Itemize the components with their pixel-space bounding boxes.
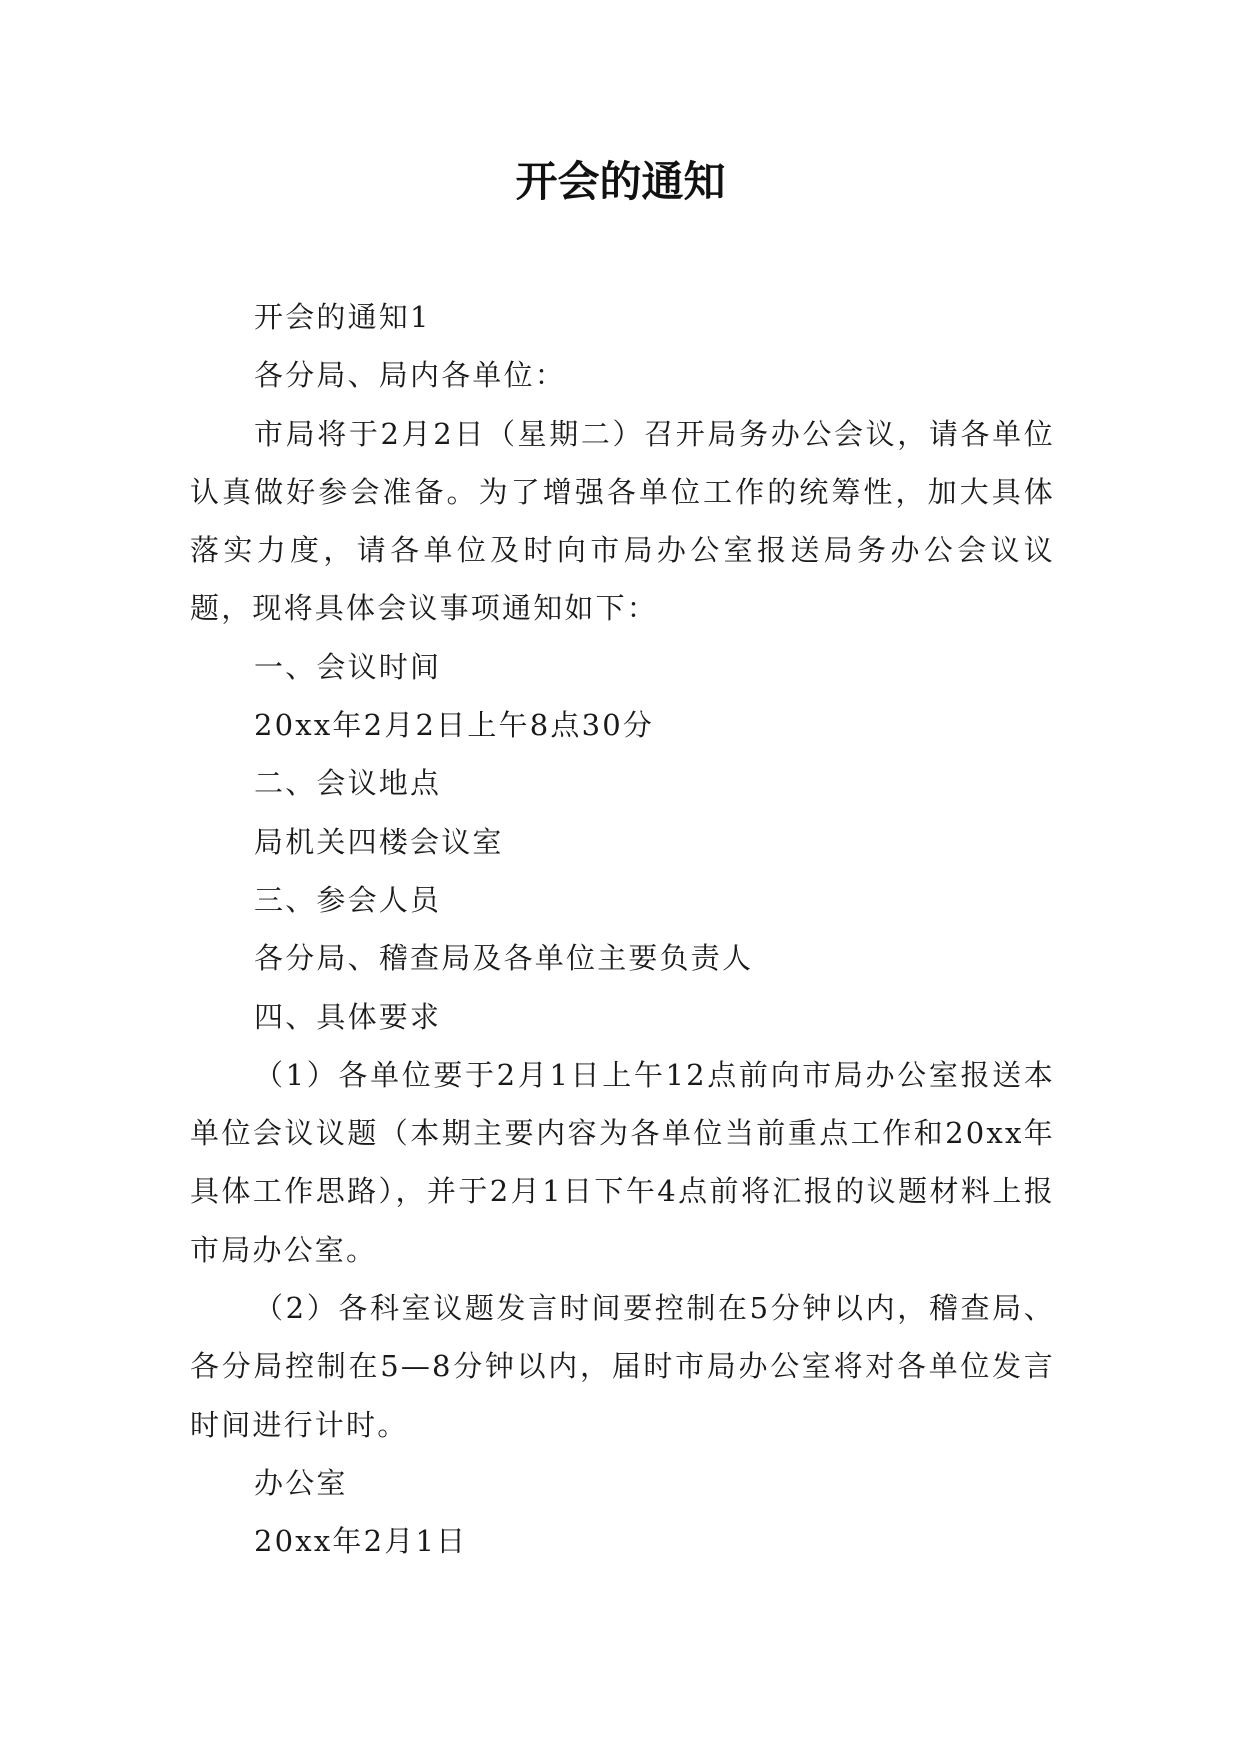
salutation: 各分局、局内各单位： [254, 358, 567, 393]
signature-date: 20xx年2月1日 [254, 1524, 468, 1559]
item-heading-time: 一、会议时间 [254, 649, 442, 684]
meeting-location: 局机关四楼会议室 [254, 824, 504, 859]
requirement-2: （2）各科室议题发言时间要控制在5分钟以内，稽查局、各分局控制在5—8分钟以内，届时市局办公室将对各单位发言时间进行计时。 [190, 1291, 1055, 1442]
document-title: 开会的通知 [515, 157, 726, 206]
item-heading-requirements: 四、具体要求 [254, 999, 442, 1034]
requirement-1: （1）各单位要于2月1日上午12点前向市局办公室报送本单位会议议题（本期主要内容为各单位当前重点工作和20xx年具体工作思路），并于2月1日下午4点前将汇报的议题材料上报市局办公室。 [190, 1057, 1055, 1267]
intro-paragraph: 市局将于2月2日（星期二）召开局务办公会议，请各单位认真做好参会准备。为了增强各单位工作的统筹性，加大具体落实力度，请各单位及时向市局办公室报送局务办公会议议题，现将具体会议事项通知如下： [190, 416, 1055, 626]
meeting-time: 20xx年2月2日上午8点30分 [254, 708, 655, 743]
meeting-attendees: 各分局、稽查局及各单位主要负责人 [254, 941, 754, 976]
signature-office: 办公室 [254, 1465, 348, 1500]
item-heading-attendees: 三、参会人员 [254, 882, 442, 917]
section-heading: 开会的通知1 [254, 300, 431, 334]
document-body [190, 288, 1055, 1571]
item-heading-location: 二、会议地点 [254, 766, 442, 801]
